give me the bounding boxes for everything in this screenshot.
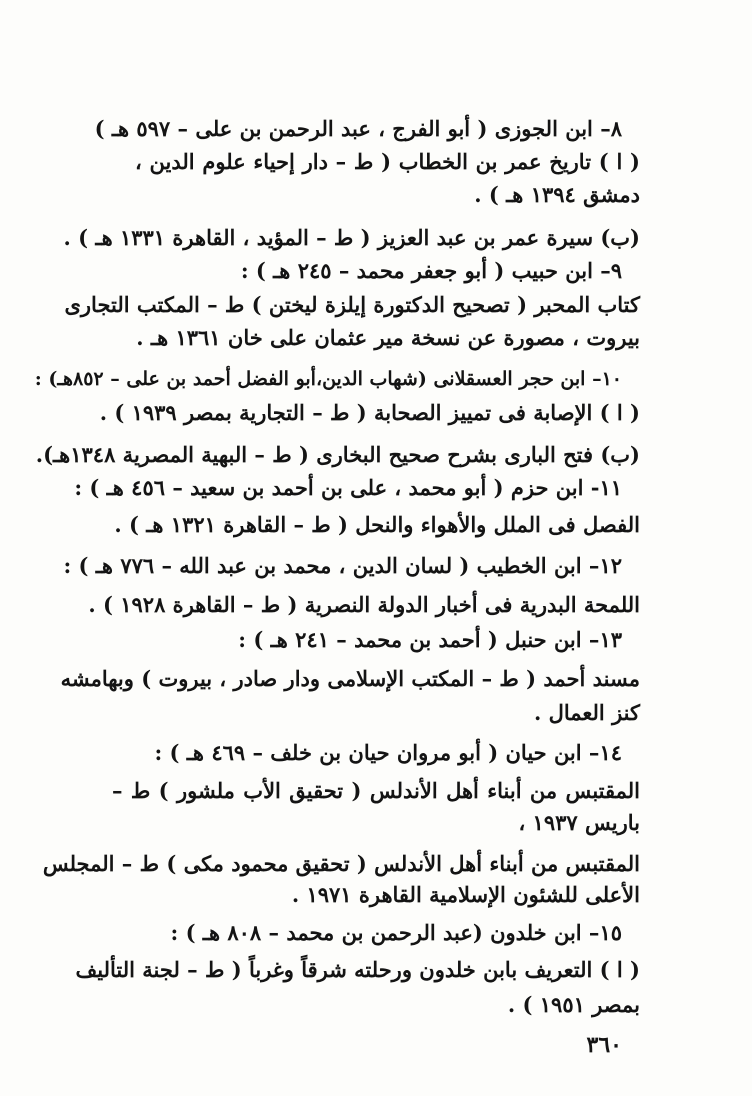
entry-8-heading: ٨– ابن الجوزى ( أبو الفرج ، عبد الرحمن بن على – ٥٩٧ هـ ): [94, 116, 622, 141]
entry-11-heading: ١١- ابن حزم ( أبو محمد ، على بن أحمد بن سعيد – ٤٥٦ هـ ) :: [74, 475, 622, 500]
entry-14-heading: ١٤– ابن حيان ( أبو مروان حيان بن خلف – ٤٦٩ هـ ) :: [154, 740, 622, 765]
entry-9-work-cont: بيروت ، مصورة عن نسخة مير عثمان على خان ١٣٦١ هـ .: [136, 325, 640, 350]
entry-10-item-a: ( ا ) الإصابة فى تمييز الصحابة ( ط – التجارية بمصر ١٩٣٩ ) .: [99, 400, 640, 425]
entry-14-work-1: المقتبس من أبناء أهل الأندلس ( تحقيق الأب ملشور ) ط –: [112, 778, 640, 803]
entry-13-heading: ١٣– ابن حنبل ( أحمد بن محمد – ٢٤١ هـ ) :: [238, 627, 622, 652]
entry-14-work-1-cont: باريس ١٩٣٧ ،: [518, 810, 640, 835]
entry-13-work: مسند أحمد ( ط – المكتب الإسلامى ودار صادر ، بيروت ) وبهامشه: [60, 666, 640, 691]
entry-14-work-2: المقتبس من أبناء أهل الأندلس ( تحقيق محمود مكى ) ط – المجلس: [42, 851, 640, 876]
entry-10-heading: ١٠– ابن حجر العسقلانى (شهاب الدين،أبو الفضل أحمد بن على – ٨٥٢هـ) :: [34, 368, 622, 390]
entry-15-item-a: ( ا ) التعريف بابن خلدون ورحلته شرقاً وغرباً ( ط – لجنة التأليف: [75, 957, 640, 982]
entry-8-item-a: ( ا ) تاريخ عمر بن الخطاب ( ط – دار إحياء علوم الدين ،: [135, 149, 640, 174]
entry-8-item-b: (ب) سيرة عمر بن عبد العزيز ( ط – المؤيد ، القاهرة ١٣٣١ هـ ) .: [63, 225, 640, 250]
entry-12-work: اللمحة البدرية فى أخبار الدولة النصرية ( ط – القاهرة ١٩٢٨ ) .: [88, 592, 640, 617]
entry-9-heading: ٩– ابن حبيب ( أبو جعفر محمد – ٢٤٥ هـ ) :: [240, 258, 622, 283]
entry-10-item-b: (ب) فتح البارى بشرح صحيح البخارى ( ط – البهية المصرية ١٣٤٨هـ).: [35, 442, 640, 467]
entry-15-item-a-cont: بمصر ١٩٥١ ) .: [507, 992, 640, 1017]
entry-14-work-2-cont: الأعلى للشئون الإسلامية القاهرة ١٩٧١ .: [291, 882, 640, 907]
entry-12-heading: ١٢– ابن الخطيب ( لسان الدين ، محمد بن عبد الله – ٧٧٦ هـ ) :: [63, 553, 622, 578]
entry-9-work: كتاب المحبر ( تصحيح الدكتورة إيلزة ليختن ) ط – المكتب التجارى: [64, 292, 640, 317]
entry-8-item-a-cont: دمشق ١٣٩٤ هـ ) .: [474, 182, 640, 207]
entry-11-work: الفصل فى الملل والأهواء والنحل ( ط – القاهرة ١٣٢١ هـ ) .: [114, 512, 640, 537]
entry-13-work-cont: كنز العمال .: [533, 700, 640, 725]
entry-15-heading: ١٥– ابن خلدون (عبد الرحمن بن محمد – ٨٠٨ هـ ) :: [170, 920, 622, 945]
page-number: ٣٦٠: [586, 1032, 622, 1058]
